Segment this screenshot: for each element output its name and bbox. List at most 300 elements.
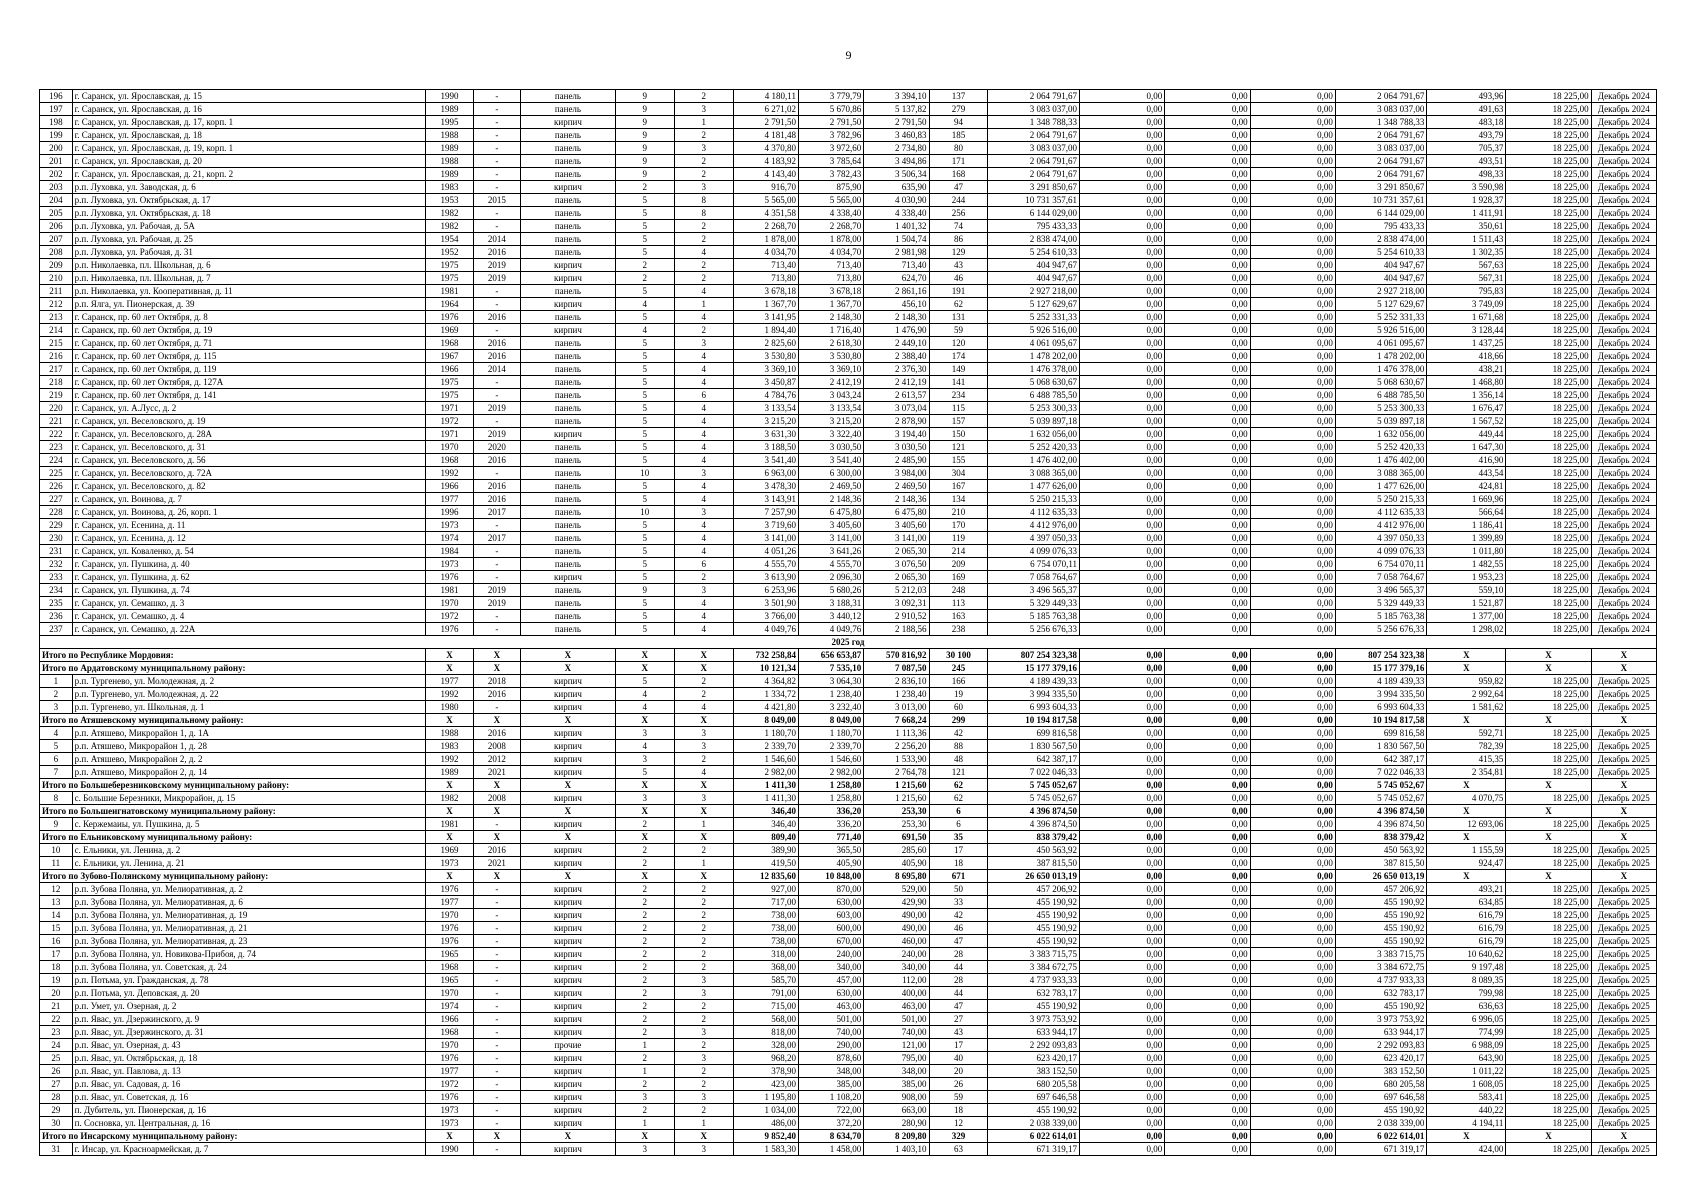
table-cell: 20 xyxy=(929,1065,988,1078)
table-cell: 0,00 xyxy=(1250,389,1335,402)
table-cell: 603,00 xyxy=(798,909,863,922)
table-cell: 43 xyxy=(929,1026,988,1039)
table-cell: 2 xyxy=(615,1052,674,1065)
table-cell: 0,00 xyxy=(1165,948,1250,961)
table-row xyxy=(40,987,1657,1000)
table-cell: 0,00 xyxy=(1080,389,1165,402)
table-cell: 2 734,80 xyxy=(864,142,929,155)
row-number: 13 xyxy=(40,896,73,909)
table-cell: 717,00 xyxy=(733,896,798,909)
table-cell: 4 xyxy=(674,428,733,441)
table-cell: 3 405,60 xyxy=(864,519,929,532)
table-cell: панель xyxy=(521,285,616,298)
table-cell: панель xyxy=(521,194,616,207)
table-row xyxy=(40,532,1657,545)
table-cell: 18 225,00 xyxy=(1506,402,1591,415)
address-cell: г. Саранск, пр. 60 лет Октября, д. 119 xyxy=(72,363,426,376)
table-cell: 47 xyxy=(929,181,988,194)
table-cell: 0,00 xyxy=(1165,961,1250,974)
table-cell: 170 xyxy=(929,519,988,532)
table-cell: панель xyxy=(521,168,616,181)
table-cell: 419,50 xyxy=(733,857,798,870)
table-cell: кирпич xyxy=(521,883,616,896)
table-cell: 6 993 604,33 xyxy=(988,701,1080,714)
table-cell: 2016 xyxy=(473,688,520,701)
table-cell: кирпич xyxy=(521,961,616,974)
table-cell: 927,00 xyxy=(733,883,798,896)
row-number: 25 xyxy=(40,1052,73,1065)
table-cell: 457 206,92 xyxy=(988,883,1080,896)
table-cell: 0,00 xyxy=(1080,883,1165,896)
table-row xyxy=(40,129,1657,142)
table-cell: 5 253 300,33 xyxy=(1335,402,1427,415)
table-cell: Декабрь 2024 xyxy=(1591,610,1656,623)
table-cell: X xyxy=(1591,662,1656,675)
table-cell: 0,00 xyxy=(1080,896,1165,909)
table-cell: 632 783,17 xyxy=(988,987,1080,1000)
table-cell: 4 370,80 xyxy=(733,142,798,155)
row-number: 237 xyxy=(40,623,73,636)
table-cell: 1 302,35 xyxy=(1427,246,1506,259)
address-cell: п. Дубитель, ул. Пионерская, д. 16 xyxy=(72,1104,426,1117)
table-row xyxy=(40,1104,1657,1117)
table-row xyxy=(40,220,1657,233)
table-row xyxy=(40,597,1657,610)
table-cell: Декабрь 2024 xyxy=(1591,194,1656,207)
table-cell: кирпич xyxy=(521,909,616,922)
table-cell: 2 xyxy=(674,259,733,272)
table-cell: 0,00 xyxy=(1250,1052,1335,1065)
table-cell: 0,00 xyxy=(1165,285,1250,298)
table-cell: панель xyxy=(521,233,616,246)
table-cell: Декабрь 2024 xyxy=(1591,324,1656,337)
table-cell: - xyxy=(473,324,520,337)
table-cell: 585,70 xyxy=(733,974,798,987)
table-cell: 3 782,96 xyxy=(798,129,863,142)
table-cell: 838 379,42 xyxy=(1335,831,1427,844)
table-cell: 336,20 xyxy=(798,818,863,831)
table-cell: 290,00 xyxy=(798,1039,863,1052)
table-cell: 3 141,00 xyxy=(798,532,863,545)
table-cell: 169 xyxy=(929,571,988,584)
table-cell: 3 782,43 xyxy=(798,168,863,181)
table-cell: 0,00 xyxy=(1165,454,1250,467)
table-cell: 5 256 676,33 xyxy=(988,623,1080,636)
table-cell: 1 504,74 xyxy=(864,233,929,246)
table-cell: 3 030,50 xyxy=(798,441,863,454)
table-cell: 3 076,50 xyxy=(864,558,929,571)
table-cell: 4 xyxy=(615,324,674,337)
table-cell: 0,00 xyxy=(1080,558,1165,571)
table-cell: 1981 xyxy=(426,818,473,831)
table-cell: 4 xyxy=(674,623,733,636)
row-number: 17 xyxy=(40,948,73,961)
table-cell: 0,00 xyxy=(1165,298,1250,311)
table-cell: 4 xyxy=(674,766,733,779)
table-cell: 18 225,00 xyxy=(1506,610,1591,623)
table-cell: 3 xyxy=(615,1091,674,1104)
table-cell: 3 994 335,50 xyxy=(1335,688,1427,701)
table-cell: 0,00 xyxy=(1080,1039,1165,1052)
table-cell: 0,00 xyxy=(1165,142,1250,155)
row-number: 224 xyxy=(40,454,73,467)
table-cell: 0,00 xyxy=(1250,467,1335,480)
table-cell: 18 225,00 xyxy=(1506,1052,1591,1065)
table-row xyxy=(40,1026,1657,1039)
table-cell: 3 383 715,75 xyxy=(1335,948,1427,961)
row-number: 6 xyxy=(40,753,73,766)
table-cell: 2018 xyxy=(473,675,520,688)
table-cell: 5 xyxy=(615,376,674,389)
table-cell: 149 xyxy=(929,363,988,376)
table-cell: 1976 xyxy=(426,311,473,324)
row-number: 2 xyxy=(40,688,73,701)
table-cell: X xyxy=(1427,662,1506,675)
table-cell: 0,00 xyxy=(1165,90,1250,103)
table-row xyxy=(40,259,1657,272)
table-cell: 18 225,00 xyxy=(1506,1013,1591,1026)
table-cell: 1996 xyxy=(426,506,473,519)
table-cell: 3 xyxy=(615,792,674,805)
table-cell: панель xyxy=(521,415,616,428)
table-cell: 17 xyxy=(929,1039,988,1052)
table-cell: X xyxy=(521,662,616,675)
table-cell: 2 878,90 xyxy=(864,415,929,428)
table-cell: 18 225,00 xyxy=(1506,1039,1591,1052)
table-cell: 1 476 402,00 xyxy=(1335,454,1427,467)
table-cell: 5 127 629,67 xyxy=(988,298,1080,311)
table-cell: 2 xyxy=(674,1000,733,1013)
table-row xyxy=(40,1065,1657,1078)
table-cell: 0,00 xyxy=(1165,675,1250,688)
table-cell: 2 064 791,67 xyxy=(988,155,1080,168)
table-cell: 10 640,62 xyxy=(1427,948,1506,961)
table-cell: 18 225,00 xyxy=(1506,285,1591,298)
total-row xyxy=(40,831,1657,844)
table-cell: 2 xyxy=(674,948,733,961)
table-cell: 0,00 xyxy=(1165,1130,1250,1143)
table-cell: 878,60 xyxy=(798,1052,863,1065)
table-cell: кирпич xyxy=(521,181,616,194)
table-cell: 0,00 xyxy=(1080,1065,1165,1078)
table-cell: - xyxy=(473,558,520,571)
table-cell: 94 xyxy=(929,116,988,129)
table-cell: 1 xyxy=(615,1039,674,1052)
table-cell: панель xyxy=(521,376,616,389)
table-cell: 2 xyxy=(615,272,674,285)
table-cell: X xyxy=(521,779,616,792)
table-cell: 5 250 215,33 xyxy=(988,493,1080,506)
row-number: 1 xyxy=(40,675,73,688)
table-cell: 0,00 xyxy=(1250,428,1335,441)
table-cell: кирпич xyxy=(521,922,616,935)
table-cell: 0,00 xyxy=(1250,233,1335,246)
table-cell: прочие xyxy=(521,1039,616,1052)
table-cell: 3 xyxy=(674,974,733,987)
table-cell: 1971 xyxy=(426,402,473,415)
table-cell: 2 064 791,67 xyxy=(1335,155,1427,168)
table-cell: 635,90 xyxy=(864,181,929,194)
table-cell: 0,00 xyxy=(1250,987,1335,1000)
table-cell: 2 xyxy=(615,974,674,987)
table-cell: 460,00 xyxy=(864,935,929,948)
table-cell: 5 039 897,18 xyxy=(988,415,1080,428)
table-cell: 663,00 xyxy=(864,1104,929,1117)
table-cell: 1 238,40 xyxy=(798,688,863,701)
table-cell: 5 xyxy=(615,311,674,324)
row-number: 12 xyxy=(40,883,73,896)
table-cell: 6 xyxy=(674,389,733,402)
table-cell: - xyxy=(473,623,520,636)
address-cell: г. Саранск, ул. Ярославская, д. 15 xyxy=(72,90,426,103)
table-cell: 1 238,40 xyxy=(864,688,929,701)
table-cell: 2 376,30 xyxy=(864,363,929,376)
table-cell: 415,35 xyxy=(1427,753,1506,766)
table-cell: 0,00 xyxy=(1080,545,1165,558)
table-cell: 1 533,90 xyxy=(864,753,929,766)
table-cell: 18 225,00 xyxy=(1506,298,1591,311)
row-number: 228 xyxy=(40,506,73,519)
table-cell: 18 225,00 xyxy=(1506,129,1591,142)
table-cell: 3 092,31 xyxy=(864,597,929,610)
table-cell: 171 xyxy=(929,155,988,168)
table-cell: 0,00 xyxy=(1080,1078,1165,1091)
table-cell: 210 xyxy=(929,506,988,519)
table-cell: 2008 xyxy=(473,740,520,753)
table-cell: 2 148,36 xyxy=(798,493,863,506)
table-cell: 2 148,30 xyxy=(864,311,929,324)
table-row xyxy=(40,545,1657,558)
table-cell: Декабрь 2025 xyxy=(1591,974,1656,987)
total-label: Итого по Ельниковскому муниципальному району: xyxy=(40,831,426,844)
table-cell: 0,00 xyxy=(1165,714,1250,727)
table-row xyxy=(40,961,1657,974)
table-cell: 2 485,90 xyxy=(864,454,929,467)
table-cell: 18 225,00 xyxy=(1506,480,1591,493)
table-row xyxy=(40,1091,1657,1104)
table-cell: 2 148,36 xyxy=(864,493,929,506)
table-cell: 3 083 037,00 xyxy=(1335,103,1427,116)
table-cell: 17 xyxy=(929,844,988,857)
table-cell: 18 225,00 xyxy=(1506,974,1591,987)
table-cell: 3 501,90 xyxy=(733,597,798,610)
table-cell: 423,00 xyxy=(733,1078,798,1091)
table-cell: 656 653,87 xyxy=(798,649,863,662)
table-cell: 1 xyxy=(674,1117,733,1130)
table-cell: 0,00 xyxy=(1080,116,1165,129)
table-cell: 5 670,86 xyxy=(798,103,863,116)
table-cell: 1 676,47 xyxy=(1427,402,1506,415)
table-cell: 405,90 xyxy=(798,857,863,870)
table-cell: 80 xyxy=(929,142,988,155)
table-cell: панель xyxy=(521,337,616,350)
table-cell: 3 128,44 xyxy=(1427,324,1506,337)
table-cell: X xyxy=(1427,805,1506,818)
table-cell: 1989 xyxy=(426,103,473,116)
table-cell: 3 678,18 xyxy=(733,285,798,298)
table-cell: X xyxy=(615,649,674,662)
table-row xyxy=(40,701,1657,714)
table-cell: 1 482,55 xyxy=(1427,558,1506,571)
table-cell: 18 225,00 xyxy=(1506,948,1591,961)
table-cell: 455 190,92 xyxy=(1335,935,1427,948)
table-cell: 0,00 xyxy=(1080,584,1165,597)
table-cell: X xyxy=(1506,662,1591,675)
address-cell: г. Саранск, ул. Веселовского, д. 28А xyxy=(72,428,426,441)
table-cell: 9 xyxy=(615,168,674,181)
table-cell: 1 521,87 xyxy=(1427,597,1506,610)
table-cell: 4 338,40 xyxy=(798,207,863,220)
address-cell: р.п. Атяшево, Микрорайон 1, д. 1А xyxy=(72,727,426,740)
row-number: 201 xyxy=(40,155,73,168)
table-cell: Декабрь 2024 xyxy=(1591,597,1656,610)
table-row xyxy=(40,896,1657,909)
table-cell: 8 xyxy=(674,207,733,220)
row-number: 202 xyxy=(40,168,73,181)
table-row xyxy=(40,207,1657,220)
table-cell: 1968 xyxy=(426,961,473,974)
table-cell: 0,00 xyxy=(1165,909,1250,922)
table-cell: 30 100 xyxy=(929,649,988,662)
table-cell: 141 xyxy=(929,376,988,389)
address-cell: г. Саранск, ул. Семашко, д. 22А xyxy=(72,623,426,636)
table-cell: 0,00 xyxy=(1080,844,1165,857)
table-cell: 62 xyxy=(929,792,988,805)
table-cell: 27 xyxy=(929,1013,988,1026)
table-cell: 8 695,80 xyxy=(864,870,929,883)
table-cell: 699 816,58 xyxy=(1335,727,1427,740)
table-cell: 0,00 xyxy=(1250,324,1335,337)
table-cell: 2 xyxy=(615,844,674,857)
table-cell: 0,00 xyxy=(1250,1065,1335,1078)
table-cell: 0,00 xyxy=(1165,688,1250,701)
table-cell: 0,00 xyxy=(1250,1104,1335,1117)
table-cell: 0,00 xyxy=(1250,116,1335,129)
table-cell: 6 488 785,50 xyxy=(988,389,1080,402)
table-cell: панель xyxy=(521,129,616,142)
table-cell: 2 791,50 xyxy=(733,116,798,129)
table-cell: 1 511,43 xyxy=(1427,233,1506,246)
table-cell: Декабрь 2025 xyxy=(1591,1052,1656,1065)
address-cell: г. Саранск, ул. Пушкина, д. 74 xyxy=(72,584,426,597)
table-cell: 2 xyxy=(615,922,674,935)
row-number: 14 xyxy=(40,909,73,922)
table-cell: 592,71 xyxy=(1427,727,1506,740)
table-cell: X xyxy=(1591,1130,1656,1143)
table-cell: - xyxy=(473,896,520,909)
table-cell: 46 xyxy=(929,272,988,285)
table-cell: 0,00 xyxy=(1165,519,1250,532)
address-cell: г. Саранск, ул. Ярославская, д. 18 xyxy=(72,129,426,142)
table-cell: 18 225,00 xyxy=(1506,90,1591,103)
table-cell: 2 xyxy=(674,909,733,922)
table-cell: 1 894,40 xyxy=(733,324,798,337)
table-cell: 4 396 874,50 xyxy=(988,805,1080,818)
table-cell: 0,00 xyxy=(1165,103,1250,116)
row-number: 20 xyxy=(40,987,73,1000)
table-cell: 2 838 474,00 xyxy=(1335,233,1427,246)
table-cell: 697 646,58 xyxy=(988,1091,1080,1104)
table-cell: 299 xyxy=(929,714,988,727)
table-cell: X xyxy=(1591,714,1656,727)
table-cell: 2 469,50 xyxy=(798,480,863,493)
table-cell: 119 xyxy=(929,532,988,545)
table-row xyxy=(40,688,1657,701)
table-cell: 4 061 095,67 xyxy=(1335,337,1427,350)
row-number: 3 xyxy=(40,701,73,714)
table-cell: 2 292 093,83 xyxy=(1335,1039,1427,1052)
table-cell: 490,00 xyxy=(864,909,929,922)
table-cell: 2 339,70 xyxy=(798,740,863,753)
table-cell: 0,00 xyxy=(1165,883,1250,896)
table-cell: 0,00 xyxy=(1250,532,1335,545)
table-cell: 10 731 357,61 xyxy=(1335,194,1427,207)
address-cell: г. Саранск, пр. 60 лет Октября, д. 19 xyxy=(72,324,426,337)
table-cell: 9 xyxy=(615,155,674,168)
table-cell: 1 403,10 xyxy=(864,1143,929,1156)
table-cell: 4 194,11 xyxy=(1427,1117,1506,1130)
table-cell: 0,00 xyxy=(1080,675,1165,688)
table-cell: 18 225,00 xyxy=(1506,922,1591,935)
table-cell: 1 411,30 xyxy=(733,779,798,792)
table-cell: 0,00 xyxy=(1250,883,1335,896)
row-number: 22 xyxy=(40,1013,73,1026)
table-cell: панель xyxy=(521,90,616,103)
table-cell: 3 613,90 xyxy=(733,571,798,584)
table-cell: 0,00 xyxy=(1165,922,1250,935)
table-cell: 583,41 xyxy=(1427,1091,1506,1104)
table-cell: панель xyxy=(521,558,616,571)
address-cell: р.п. Явас, ул. Озерная, д. 43 xyxy=(72,1039,426,1052)
table-cell: 18 225,00 xyxy=(1506,532,1591,545)
address-cell: р.п. Атяшево, Микрорайон 2, д. 2 xyxy=(72,753,426,766)
table-row xyxy=(40,350,1657,363)
table-cell: 0,00 xyxy=(1165,649,1250,662)
table-cell: 18 225,00 xyxy=(1506,909,1591,922)
table-cell: 3 141,00 xyxy=(864,532,929,545)
table-cell: Декабрь 2024 xyxy=(1591,168,1656,181)
table-cell: 0,00 xyxy=(1080,493,1165,506)
table-cell: 4 412 976,00 xyxy=(988,519,1080,532)
address-cell: р.п. Зубова Поляна, ул. Мелиоративная, д. 6 xyxy=(72,896,426,909)
row-number: 198 xyxy=(40,116,73,129)
table-cell: 365,50 xyxy=(798,844,863,857)
table-cell: 455 190,92 xyxy=(988,922,1080,935)
address-cell: р.п. Атяшево, Микрорайон 2, д. 14 xyxy=(72,766,426,779)
table-cell: 18 225,00 xyxy=(1506,1091,1591,1104)
total-row xyxy=(40,870,1657,883)
table-row xyxy=(40,610,1657,623)
table-cell: 424,81 xyxy=(1427,480,1506,493)
table-cell: 5 745 052,67 xyxy=(988,792,1080,805)
table-cell: 6 475,80 xyxy=(864,506,929,519)
address-cell: г. Саранск, пр. 60 лет Октября, д. 115 xyxy=(72,350,426,363)
table-cell: 18 225,00 xyxy=(1506,233,1591,246)
table-cell: 6 144 029,00 xyxy=(988,207,1080,220)
table-cell: 372,20 xyxy=(798,1117,863,1130)
table-row xyxy=(40,584,1657,597)
table-cell: 2 xyxy=(674,883,733,896)
table-cell: Декабрь 2025 xyxy=(1591,883,1656,896)
table-cell: 2 764,78 xyxy=(864,766,929,779)
table-cell: 18 225,00 xyxy=(1506,103,1591,116)
table-cell: X xyxy=(473,779,520,792)
table-cell: 457,00 xyxy=(798,974,863,987)
table-cell: 18 225,00 xyxy=(1506,220,1591,233)
table-cell: - xyxy=(473,207,520,220)
address-cell: р.п. Ялга, ул. Пионерская, д. 39 xyxy=(72,298,426,311)
table-cell: X xyxy=(1427,831,1506,844)
